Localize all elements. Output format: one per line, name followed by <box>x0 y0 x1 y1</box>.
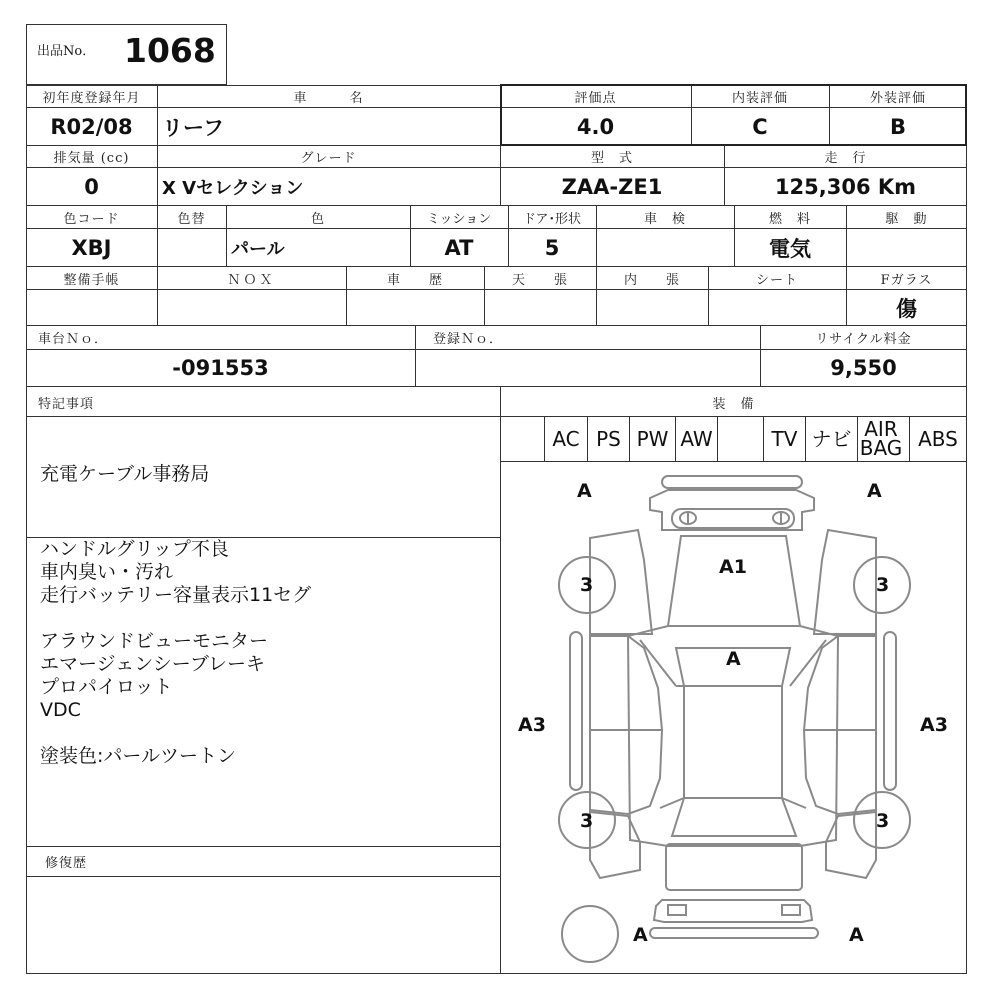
left-sill <box>570 632 582 790</box>
color-code-label: 色コード <box>63 211 120 227</box>
note-line: ハンドルグリップ不良 <box>40 538 229 560</box>
equip-tv: TV <box>771 426 798 451</box>
note-line <box>40 607 311 630</box>
note-line: 塗装色:パールツートン <box>40 745 237 767</box>
chassis-value: -091553 <box>172 356 269 380</box>
displacement-value: 0 <box>84 174 99 199</box>
right-rear-door <box>804 730 876 814</box>
car-name-value: リーフ <box>162 115 224 140</box>
inspection-value <box>596 229 734 266</box>
mark-front-right: A <box>867 480 882 502</box>
fuel-label: 燃 料 <box>768 211 811 227</box>
note-line <box>40 722 311 745</box>
left-rear-door <box>590 730 662 814</box>
door-label: ドア･形状 <box>522 211 582 227</box>
equip-blank-2 <box>718 417 763 461</box>
door-value: 5 <box>544 235 560 260</box>
equip-navi: ナビ <box>811 426 852 451</box>
note-line: VDC <box>40 699 81 721</box>
mileage-value: 125,306 Km <box>774 174 917 199</box>
note-line: 車内臭い・汚れ <box>40 561 174 583</box>
front-glass-label: Fガラス <box>880 272 933 288</box>
reg-no-value <box>415 350 760 386</box>
front-bumper-top <box>662 476 802 488</box>
left-front-door <box>590 636 662 730</box>
recycle-label: リサイクル料金 <box>815 332 912 347</box>
inner-lining-label: 内 張 <box>623 272 680 288</box>
equip-abs: ABS <box>918 426 958 451</box>
mark-rear-right: A <box>849 924 864 946</box>
mark-wheel-rl: 3 <box>580 810 594 832</box>
model-label: 型 式 <box>590 151 633 166</box>
trunk <box>666 844 802 890</box>
score-label: 評価点 <box>574 91 617 106</box>
exterior-label: 外装評価 <box>869 91 926 106</box>
mission-label: ミッション <box>426 211 492 227</box>
front-right-fender <box>814 530 876 634</box>
repair-history-label: 修復歴 <box>45 856 88 871</box>
hood <box>668 536 800 626</box>
equip-pw: PW <box>636 426 669 451</box>
equip-ac: AC <box>552 426 580 451</box>
lot-number-value: 1068 <box>124 31 216 70</box>
first-reg-label: 初年度登録年月 <box>42 91 141 106</box>
mark-wheel-rr: 3 <box>876 810 890 832</box>
note-line: 走行バッテリー容量表示11セグ <box>40 584 312 606</box>
front-glass-value: 傷 <box>896 296 917 321</box>
recolor-label: 色替 <box>177 211 206 227</box>
nox-label: ＮＯＸ <box>227 272 276 288</box>
exterior-value: B <box>889 114 906 139</box>
reg-no-label: 登録Ｎｏ． <box>433 332 504 347</box>
grade-label: グレード <box>300 151 357 166</box>
lot-number-label: 出品No． <box>37 44 96 59</box>
equip-airbag: AIR BAG <box>859 417 903 460</box>
first-reg-value: R02/08 <box>50 114 133 139</box>
mark-wheel-fr: 3 <box>876 574 890 596</box>
equip-ps: PS <box>596 426 621 451</box>
history-label: 車 歴 <box>386 272 443 288</box>
note-top-line: 充電ケーブル事務局 <box>40 463 210 485</box>
rear-bumper <box>654 900 812 922</box>
note-line: アラウンドビューモニター <box>40 630 269 652</box>
recycle-value: 9,550 <box>830 356 897 380</box>
note-line: プロパイロット <box>40 676 173 698</box>
mark-roof: A <box>726 648 741 670</box>
right-front-door <box>804 636 876 730</box>
car-name-label: 車 名 <box>293 91 364 106</box>
interior-value: C <box>752 114 768 139</box>
interior-label: 内装評価 <box>731 91 788 106</box>
equip-blank-1 <box>501 417 544 461</box>
chassis-label: 車台Ｎｏ． <box>38 332 109 347</box>
inspection-label: 車 検 <box>643 211 686 227</box>
mark-wheel-fl: 3 <box>580 574 594 596</box>
score-value: 4.0 <box>576 114 615 139</box>
recolor-value <box>157 229 226 266</box>
mark-side-right: A3 <box>920 714 948 736</box>
mission-value: AT <box>444 235 474 260</box>
fuel-value: 電気 <box>769 236 811 261</box>
drive-label: 駆 動 <box>885 211 928 227</box>
front-left-fender <box>590 530 652 634</box>
seat-label: シート <box>755 272 798 288</box>
mileage-label: 走 行 <box>824 151 867 166</box>
right-sill <box>884 632 896 790</box>
equip-aw: AW <box>680 426 713 451</box>
notes-label: 特記事項 <box>38 396 95 412</box>
model-value: ZAA-ZE1 <box>561 174 663 199</box>
color-code-value: XBJ <box>71 235 112 260</box>
color-label: 色 <box>310 211 325 227</box>
note-line: エマージェンシーブレーキ <box>40 653 266 675</box>
roof-lining-label: 天 張 <box>511 272 568 288</box>
equipment-label: 装 備 <box>712 396 755 412</box>
mark-front-left: A <box>577 480 592 502</box>
mark-side-left: A3 <box>518 714 546 736</box>
grade-value: X Vセレクション <box>162 177 304 199</box>
notes-list <box>40 538 311 768</box>
mark-windshield: A1 <box>719 556 747 578</box>
rear-glass <box>672 798 796 836</box>
drive-value <box>846 229 967 266</box>
mark-rear-left: A <box>633 924 648 946</box>
displacement-label: 排気量 (cc) <box>53 151 130 166</box>
spare-tire-icon <box>562 906 618 962</box>
car-diagram <box>501 462 966 973</box>
manual-label: 整備手帳 <box>63 272 120 288</box>
rear-bumper-bottom <box>650 928 818 938</box>
roof-panel <box>684 686 782 798</box>
color-value: パール <box>231 238 285 260</box>
